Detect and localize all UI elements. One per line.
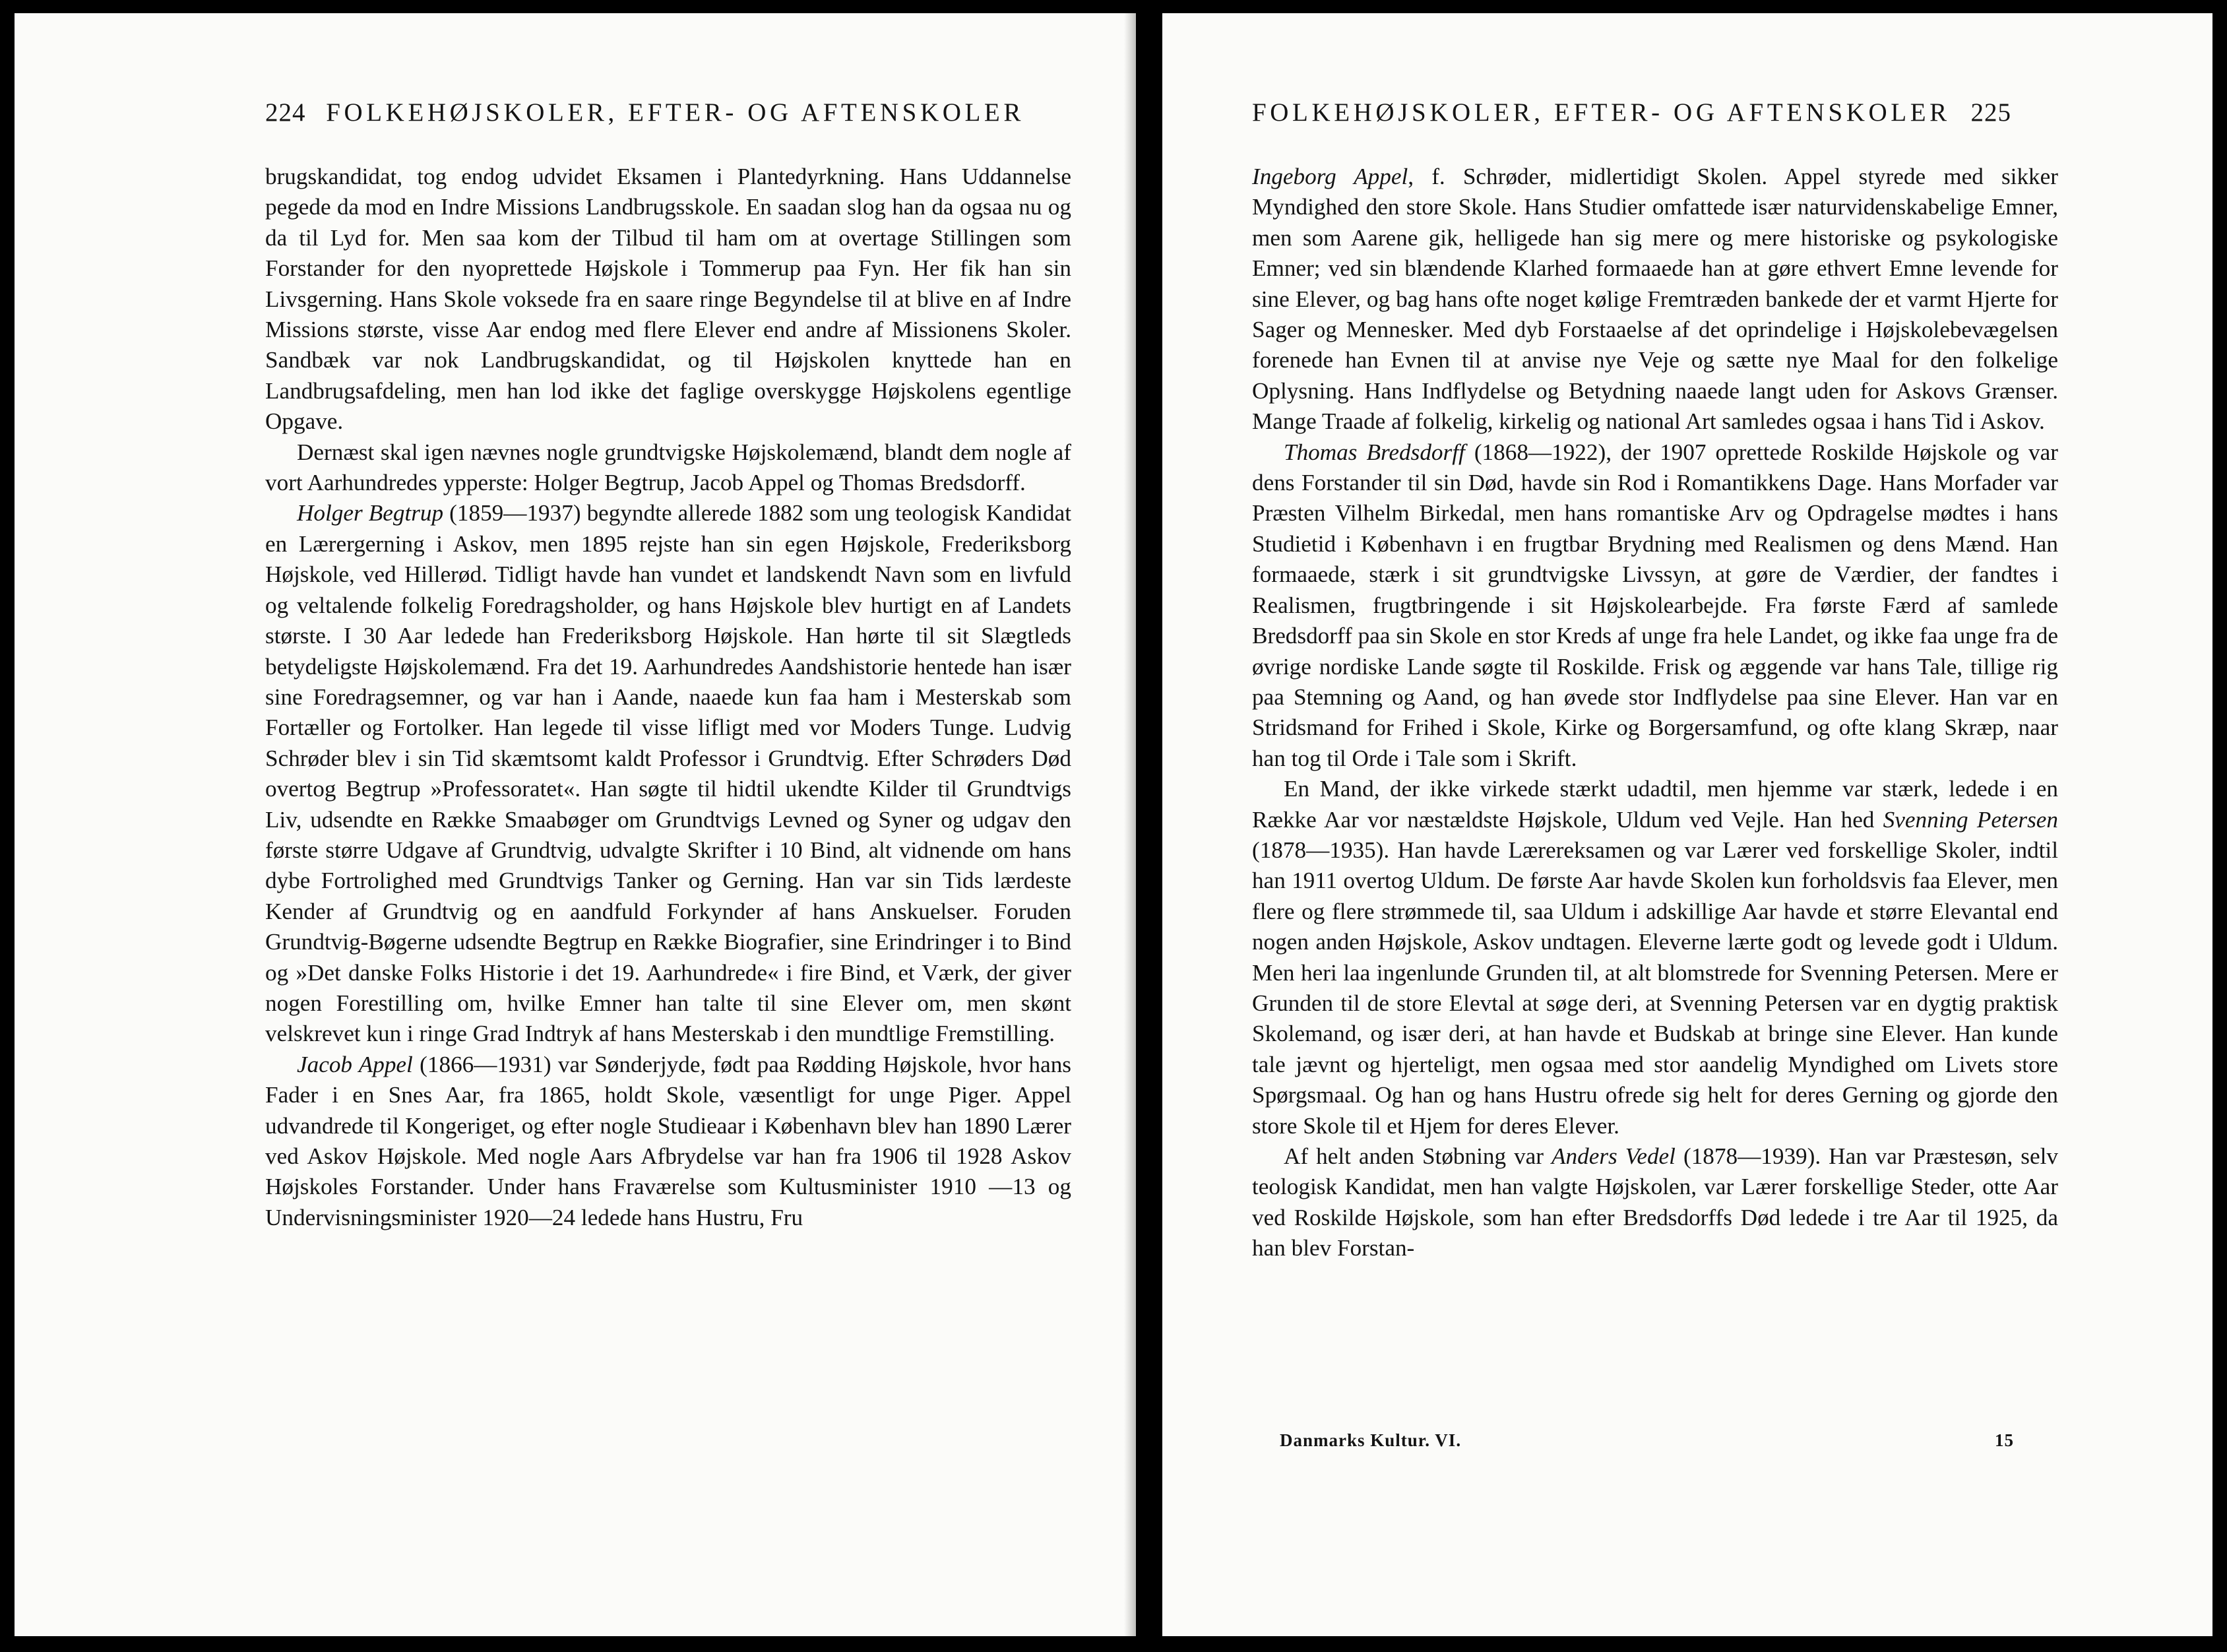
running-head-title-right: FOLKEHØJSKOLER, EFTER- OG AFTENSKOLER xyxy=(1252,98,1951,127)
text-run: (1878—1935). Han havde Lærereksamen og var Lærer ved forskellige Skoler, indtil han 1911 overtog Uldum. De første Aar havde Skolen kun forholdsvis faa Elever, men flere og flere strømmede til, saa Uldum i adskillige Aar havde et større Elevantal end nogen anden Højskole, Askov undtagen. Eleverne lærte godt og levede godt i Uldum. Men heri laa ingenlunde Grunden til, at alt blomstrede for Svenning Petersen. Mere er Grunden til de store Elevtal at søge deri, at Svenning Petersen var en dygtig praktisk Skolemand, og især deri, at han havde et Budskab at bringe sine Elever. Han kunde tale jævnt og hjerteligt, men ogsaa med stor aandelig Myndighed om Livets store Spørgsmaal. Og han og hans Hustru ofrede sig helt for deres Gerning og gjorde den store Skole til et Hjem for deres Elever. xyxy=(1252,837,2058,1139)
text-run: (1868—1922), der 1907 oprettede Roskilde Højskole og var dens Forstander til sin Død, havde sin Rod i Romantikkens Dage. Hans Morfader var Præsten Vilhelm Birkedal, men hans romantiske Arv og Opdragelse mødtes i hans Studietid i København i en frugtbar Brydning med Realismen og dens Mænd. Han formaaede, stærk i sit grundtvigske Livssyn, at gøre de Værdier, der fandtes i Realismen, frugtbringende i sit Højskolearbejde. Fra første Færd af samlede Bredsdorff paa sin Skole en stor Kreds af unge fra hele Landet, og ikke faa unge fra de øvrige nordiske Lande søgte til Roskilde. Frisk og æggende var hans Tale, tillige rig paa Stemning og Aand, og han øvede stor Indflydelse paa sine Elever. Han var en Stridsmand for Frihed i Skole, Kirke og Borgersamfund, og ofte klang Skræp, naar han tog til Orde i Tale som i Skrift. xyxy=(1252,439,2058,771)
italic-name: Svenning Petersen xyxy=(1883,806,2058,833)
paragraph xyxy=(265,1050,1071,1233)
paragraph xyxy=(1252,162,2058,437)
paragraph xyxy=(265,437,1071,499)
italic-name: Holger Begtrup xyxy=(297,500,444,526)
running-head-left xyxy=(265,98,1024,127)
paragraph xyxy=(1252,1141,2058,1264)
running-head-title-left: FOLKEHØJSKOLER, EFTER- OG AFTENSKOLER xyxy=(326,98,1024,127)
body-text-left xyxy=(265,162,1071,1233)
footer-signature: Danmarks Kultur. VI. xyxy=(1280,1430,1462,1450)
text-run: brugskandidat, tog endog udvidet Eksamen i Plantedyrkning. Hans Uddannelse pegede da mod en Indre Missions Landbrugsskole. En saadan slog han da ogsaa nu og da til Lyd for. Men saa kom der Tilbud til ham om at overtage Stillingen som Forstander for den nyoprettede Højskole i Tommerup paa Fyn. Her fik han sin Livsgerning. Hans Skole voksede fra en saare ringe Begyndelse til at blive en af Indre Missions største, visse Aar endog med flere Elever end andre af Missionens Skoler. Sandbæk var nok Landbrugskandidat, og til Højskolen knyttede han en Landbrugsafdeling, men han lod ikke det faglige overskygge Højskolens egentlige Opgave. xyxy=(265,164,1071,435)
running-head-right xyxy=(1252,98,2011,127)
text-run: (1866—1931) var Sønderjyde, født paa Rødding Højskole, hvor hans Fader i en Snes Aar, fra 1865, holdt Skole, væsentligt for unge Piger. Appel udvandrede til Kongeriget, og efter nogle Studieaar i København blev han 1890 Lærer ved Askov Højskole. Med nogle Aars Afbrydelse var han fra 1906 til 1928 Askov Højskoles Forstander. Under hans Fraværelse som Kultusminister 1910 —13 og Undervisningsminister 1920—24 ledede hans Hustru, Fru xyxy=(265,1051,1071,1230)
text-run: Af helt anden Støbning var xyxy=(1284,1143,1552,1169)
paragraph xyxy=(265,162,1071,437)
text-run: Dernæst skal igen nævnes nogle grundtvigske Højskolemænd, blandt dem nogle af vort Aarhundredes ypperste: Holger Begtrup, Jacob Appel og Thomas Bredsdorff. xyxy=(265,439,1071,496)
italic-name: Jacob Appel xyxy=(297,1051,413,1077)
paragraph xyxy=(1252,774,2058,1141)
text-run: En Mand, der ikke virkede stærkt udadtil, men hjemme var stærk, ledede i en Række Aar vor næstældste Højskole, Uldum ved Vejle. Han hed xyxy=(1252,776,2058,833)
italic-name: Anders Vedel xyxy=(1552,1143,1676,1169)
right-page xyxy=(1162,13,2212,1636)
text-run: , f. Schrøder, midlertidigt Skolen. Appel styrede med sikker Myndighed den store Skole. Hans Studier omfattede især naturvidenskabelige Emner, men som Aarene gik, helligede han sig mere og mere historiske og psykologiske Emner; ved sin blændende Klarhed formaaede han at gøre ethvert Emne levende for sine Elever, og bag hans ofte noget kølige Fremtræden bankede der et varmt Hjerte for Sager og Mennesker. Med dyb Forstaaelse af det oprindelige i Højskolebevægelsen forenede han Evnen til at anvise nye Veje og sætte nye Maal for den folkelige Oplysning. Hans Indflydelse og Betydning naaede langt uden for Askovs Grænser. Mange Traade af folkelig, kirkelig og national Art samledes ogsaa i hans Tid i Askov. xyxy=(1252,164,2058,435)
italic-name: Ingeborg Appel xyxy=(1252,164,1408,189)
page-number-left: 224 xyxy=(265,98,306,127)
body-text-right xyxy=(1252,162,2058,1264)
left-page xyxy=(15,13,1136,1636)
paragraph xyxy=(1252,437,2058,774)
text-run: (1878—1939). Han var Præstesøn, selv teologisk Kandidat, men han valgte Højskolen, var Lærer forskellige Steder, otte Aar ved Roskilde Højskole, som han efter Bredsdorffs Død ledede i tre Aar til 1925, da han blev Forstan- xyxy=(1252,1143,2058,1261)
paragraph xyxy=(265,498,1071,1049)
page-number-right: 225 xyxy=(1970,98,2011,127)
text-run: (1859—1937) begyndte allerede 1882 som ung teologisk Kandidat en Lærergerning i Askov, men 1895 rejste han sin egen Højskole, Frederiksborg Højskole, ved Hillerød. Tidligt havde han vundet et landskendt Navn som en livfuld og veltalende folkelig Foredragsholder, og hans Højskole blev hurtigt en af Landets største. I 30 Aar ledede han Frederiksborg Højskole. Han hørte til sit Slægtleds betydeligste Højskolemænd. Fra det 19. Aarhundredes Aandshistorie hentede han især sine Foredragsemner, og var han i Aande, naaede kun faa ham i Mesterskab som Fortæller og Fortolker. Han legede til visse lifligt med vor Moders Tunge. Ludvig Schrøder blev i sin Tid skæmtsomt kaldt Professor i Grundtvig. Efter Schrøders Død overtog Begtrup »Professoratet«. Han søgte til hidtil ukendte Kilder til Grundtvigs Liv, udsendte en Række Smaabøger om Grundtvigs Levned og Syner og udgav den første større Udgave af Grundtvig, udvalgte Skrifter i 10 Bind, alt vidnende om hans dybe Fortrolighed med Grundtvigs Tanker og Gerning. Han var sin Tids lærdeste Kender af Grundtvig og en aandfuld Forkynder af hans Anskuelser. Foruden Grundtvig-Bøgerne udsendte Begtrup en Række Biografier, sine Erindringer i to Bind og »Det danske Folks Historie i det 19. Aarhundrede« i fire Bind, et Værk, der giver nogen Forestilling om, hvilke Emner han talte til sine Elever om, men skønt velskrevet kun i ringe Grad Indtryk af hans Mesterskab i den mundtlige Fremstilling. xyxy=(265,500,1071,1047)
italic-name: Thomas Bredsdorff xyxy=(1284,439,1465,465)
footer-sheet-number: 15 xyxy=(1995,1430,2014,1450)
book-gutter-shadow xyxy=(1124,13,1136,1636)
